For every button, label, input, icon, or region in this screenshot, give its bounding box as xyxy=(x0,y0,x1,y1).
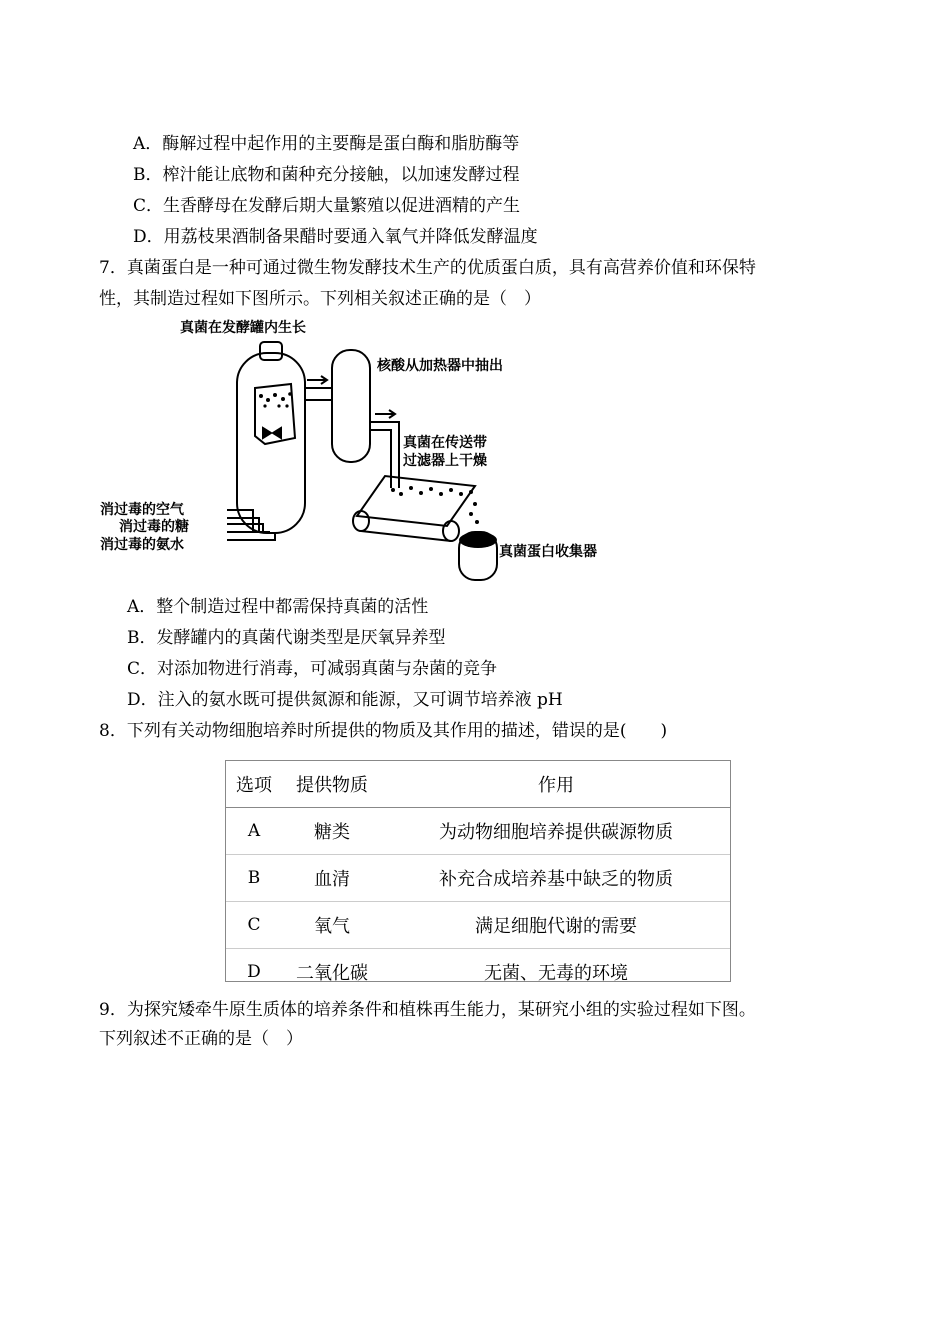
q6-option-a: A．酶解过程中起作用的主要酶是蛋白酶和脂肪酶等 xyxy=(133,134,520,154)
q9-stem-line2: 下列叙述不正确的是（ ） xyxy=(99,1029,303,1049)
q7-stem-line2: 性，其制造过程如下图所示。下列相关叙述正确的是（ ） xyxy=(99,289,541,309)
fermenter-heater-pipe xyxy=(305,376,332,400)
q6-option-c: C．生香酵母在发酵后期大量繁殖以促进酒精的产生 xyxy=(133,196,521,216)
conveyor-contents xyxy=(391,486,479,524)
q8-stem: 8．下列有关动物细胞培养时所提供的物质及其作用的描述，错误的是( ) xyxy=(99,721,668,741)
row-substance: 氧气 xyxy=(282,902,382,949)
heater xyxy=(332,350,370,462)
table-row xyxy=(226,855,730,902)
input-ammonia-label: 消过毒的氨水 xyxy=(100,537,184,553)
protein-collector xyxy=(459,532,497,580)
collector-label: 真菌蛋白收集器 xyxy=(499,544,597,560)
table-row xyxy=(226,808,730,855)
row-substance: 糖类 xyxy=(282,808,382,855)
table-row xyxy=(226,902,730,949)
q7-option-a: A．整个制造过程中都需保持真菌的活性 xyxy=(127,597,429,617)
q6-option-d: D．用荔枝果酒制备果醋时要通入氧气并降低发酵温度 xyxy=(133,227,538,247)
header-option: 选项 xyxy=(226,761,282,808)
table-header-row xyxy=(226,761,730,808)
row-function: 满足细胞代谢的需要 xyxy=(382,902,730,949)
heater-label: 核酸从加热器中抽出 xyxy=(377,358,503,374)
fermenter-label: 真菌在发酵罐内生长 xyxy=(180,320,306,336)
q7-stem-line1: 7．真菌蛋白是一种可通过微生物发酵技术生产的优质蛋白质，具有高营养价值和环保特 xyxy=(99,258,756,278)
inlet-pipes xyxy=(227,510,275,540)
header-substance: 提供物质 xyxy=(282,761,382,808)
q9-stem-line1: 9．为探究矮牵牛原生质体的培养条件和植株再生能力，某研究小组的实验过程如下图。 xyxy=(99,1000,756,1020)
q7-option-d: D．注入的氨水既可提供氮源和能源，又可调节培养液 pH xyxy=(127,690,563,710)
row-function: 无菌、无毒的环境 xyxy=(484,963,628,984)
row-function: 为动物细胞培养提供碳源物质 xyxy=(382,808,730,855)
row-option: A xyxy=(226,808,282,855)
conveyor-label-1: 真菌在传送带 xyxy=(403,435,487,451)
q7-fermentation-diagram xyxy=(95,318,655,588)
q6-option-b: B．榨汁能让底物和菌种充分接触，以加速发酵过程 xyxy=(133,165,520,185)
row-option: B xyxy=(226,855,282,902)
header-function: 作用 xyxy=(382,761,730,808)
q7-option-b: B．发酵罐内的真菌代谢类型是厌氧异养型 xyxy=(127,628,446,648)
fermenter-tank xyxy=(237,342,305,533)
row-option: C xyxy=(226,902,282,949)
row-substance: 二氧化碳 xyxy=(296,963,368,984)
row-option: D xyxy=(247,962,261,982)
conveyor-label-2: 过滤器上干燥 xyxy=(403,453,487,469)
row-function: 补充合成培养基中缺乏的物质 xyxy=(382,855,730,902)
input-air-label: 消过毒的空气 xyxy=(100,502,184,518)
conveyor-belt xyxy=(353,476,475,541)
q8-table xyxy=(225,760,731,982)
table-row xyxy=(226,949,730,996)
input-sugar-label: 消过毒的糖 xyxy=(119,519,189,535)
q7-option-c: C．对添加物进行消毒，可减弱真菌与杂菌的竞争 xyxy=(127,659,498,679)
row-substance: 血清 xyxy=(282,855,382,902)
fermenter-contents xyxy=(259,392,292,407)
